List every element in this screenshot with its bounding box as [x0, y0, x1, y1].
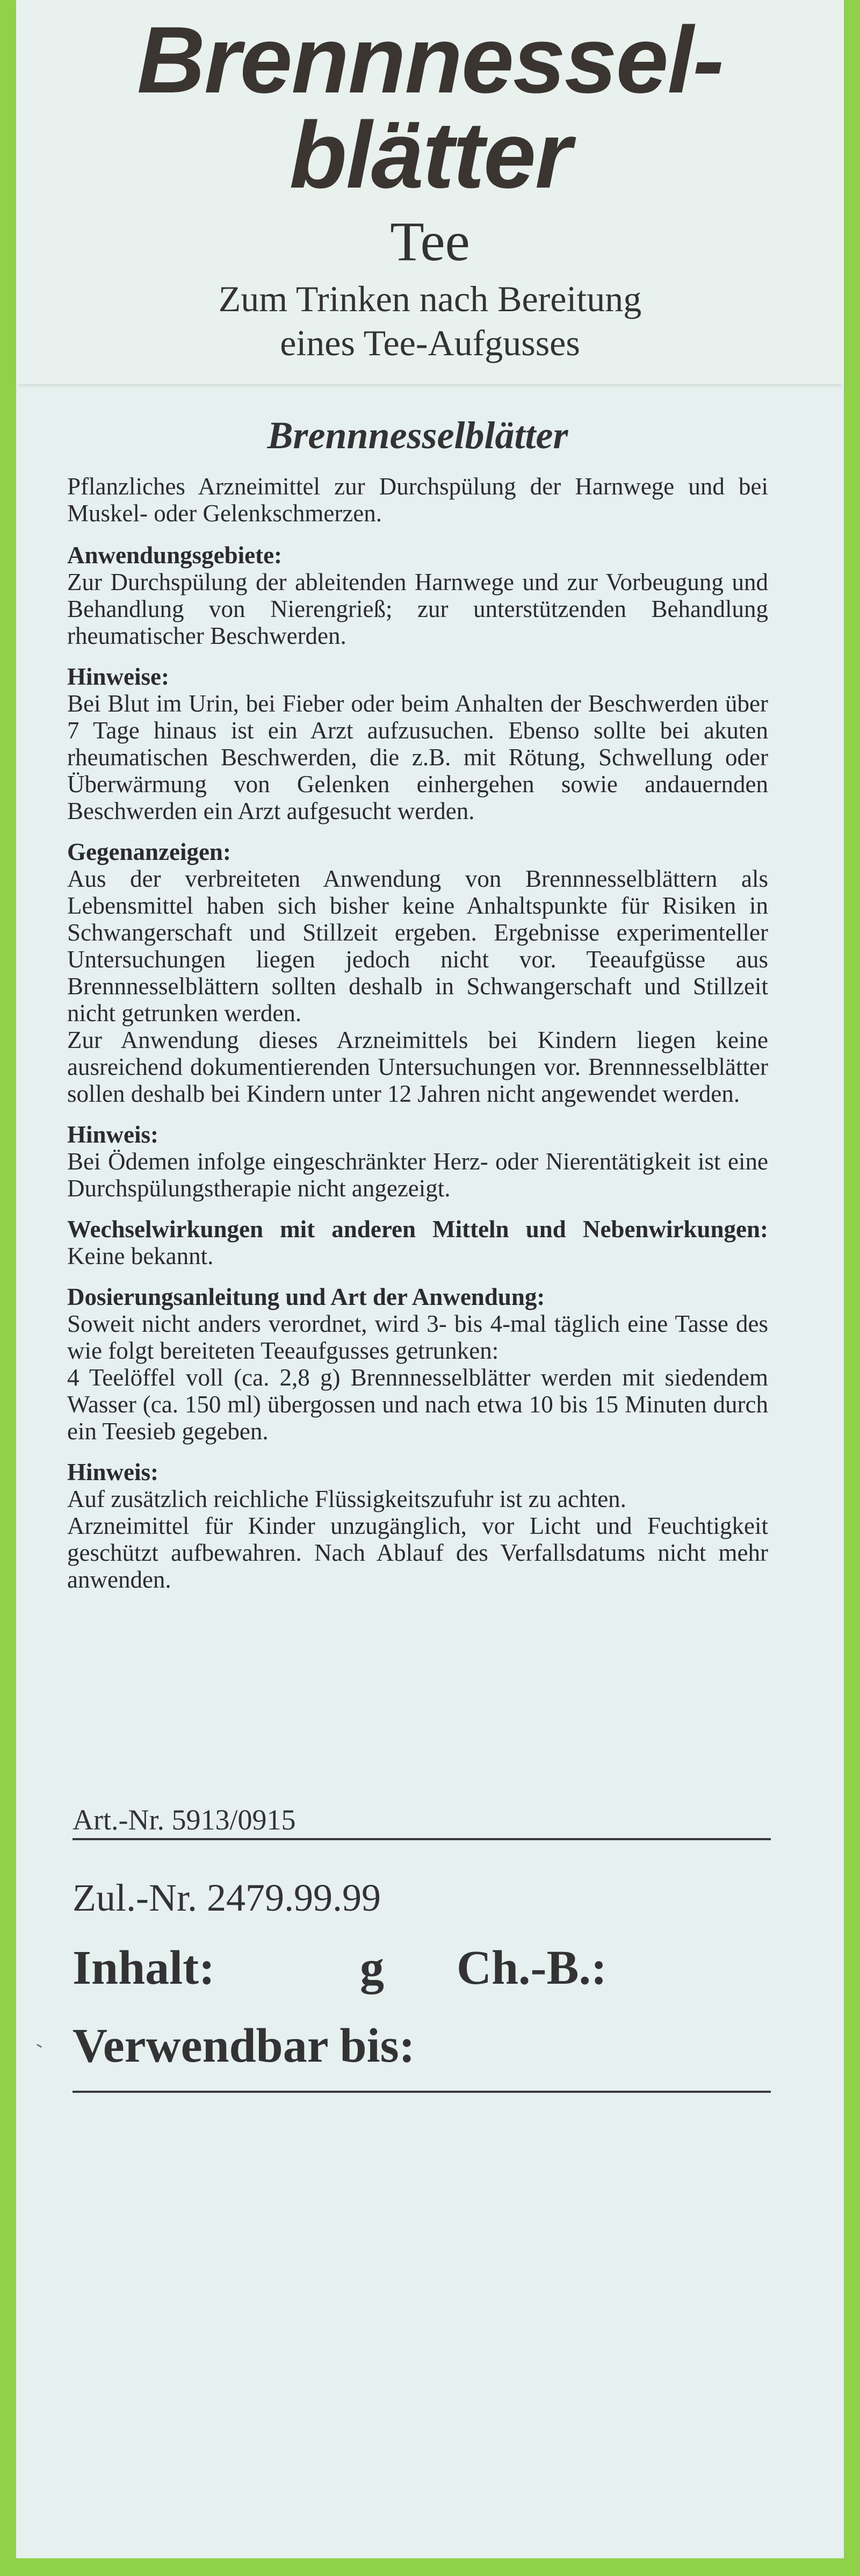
section-title: Wechselwirkungen mit anderen Mitteln und Nebenwirkungen: [67, 1216, 768, 1243]
expiry-label: Verwendbar bis: [73, 2019, 415, 2072]
header-card [16, 0, 844, 384]
product-title-line1: Brennnessel- [136, 8, 724, 113]
batch-label: Ch.-B.: [457, 1941, 608, 1994]
section-hinweis-aufbewahrung [67, 1459, 768, 1593]
section-title: Anwendungsgebiete: [67, 542, 283, 569]
section-text: Soweit nicht anders verordnet, wird 3- bis 4-mal täglich eine Tasse des wie folgt bereiteten Teeaufgusses getrunken: [67, 1310, 768, 1364]
section-anwendungsgebiete [67, 542, 768, 649]
section-text-2: Arzneimittel für Kinder unzugänglich, vor Licht und Feuchtigkeit geschützt aufbewahren. Nach Ablauf des Verfallsdatums nicht mehr anwenden. [67, 1512, 768, 1593]
section-hinweise [67, 663, 768, 824]
section-gegenanzeigen [67, 838, 768, 1107]
divider [73, 2091, 771, 2093]
divider [73, 1838, 771, 1840]
section-text: Auf zusätzlich reichliche Flüssigkeitszufuhr ist zu achten. [67, 1486, 626, 1512]
intro-text: Pflanzliches Arzneimittel zur Durchspülung der Harnwege und bei Muskel- oder Gelenkschmerzen. [67, 473, 768, 527]
product-title-line2: blätter [289, 103, 571, 208]
leaflet-heading: Brennnesselblätter [267, 414, 568, 457]
subtitle-line1: Zum Trinken nach Bereitung [218, 278, 642, 319]
section-value: Keine bekannt. [67, 1243, 214, 1269]
section-text: Bei Blut im Urin, bei Fieber oder beim Anhalten der Beschwerden über 7 Tage hinaus ist ein Arzt aufzusuchen. Ebenso sollte bei akuten rheumatischen Beschwerden, die z.B. mit Rötung, Schwellung oder Überwärmung von Gelenken einhergehen sowie andauernden Beschwerden ein Arzt aufgesucht werden. [67, 690, 768, 824]
section-dosierung [67, 1283, 768, 1445]
subtitle-line2: eines Tee-Aufgusses [280, 322, 580, 363]
section-title: Dosierungsanleitung und Art der Anwendung: [67, 1283, 545, 1310]
content-label: Inhalt: [73, 1941, 215, 1994]
section-title: Gegenanzeigen: [67, 838, 231, 865]
section-text: Aus der verbreiteten Anwendung von Brennnesselblättern als Lebensmittel haben sich bisher keine Anhaltspunkte für Risiken in Schwangerschaft und Stillzeit ergeben. Ergebnisse experimenteller Untersuchungen liegen jedoch nicht vor. Teeaufgüsse aus Brennnesselblättern sollten deshalb in Schwangerschaft und Stillzeit nicht getrunken werden. [67, 865, 768, 1027]
section-text-2: 4 Teelöffel voll (ca. 2,8 g) Brennnesselblätter werden mit siedendem Wasser (ca. 150 ml) übergossen und nach etwa 10 bis 15 Minuten durch ein Teesieb gegeben. [67, 1364, 768, 1445]
approval-number: Zul.-Nr. 2479.99.99 [73, 1876, 381, 1919]
section-text: Zur Durchspülung der ableitenden Harnwege und zur Vorbeugung und Behandlung von Nierengrieß; zur unterstützenden Behandlung rheumatischer Beschwerden. [67, 569, 768, 649]
section-title: Hinweis: [67, 1121, 159, 1148]
leaflet-text [67, 414, 768, 1607]
section-text-2: Zur Anwendung dieses Arzneimittels bei Kindern liegen keine ausreichend dokumentierenden Untersuchungen vor. Brennnesselblätter sollen deshalb bei Kindern unter 12 Jahren nicht angewendet werden. [67, 1027, 768, 1107]
section-text [67, 1216, 768, 1269]
section-text: Bei Ödemen infolge eingeschränkter Herz- oder Nierentätigkeit ist eine Durchspülungstherapie nicht angezeigt. [67, 1148, 768, 1202]
content-unit: g [360, 1941, 384, 1994]
article-number: Art.-Nr. 5913/0915 [73, 1804, 296, 1836]
section-hinweis-oedeme [67, 1121, 768, 1202]
section-wechselwirkungen [67, 1216, 768, 1269]
section-title: Hinweise: [67, 663, 169, 690]
product-type: Tee [390, 211, 470, 272]
section-title: Hinweis: [67, 1459, 159, 1486]
